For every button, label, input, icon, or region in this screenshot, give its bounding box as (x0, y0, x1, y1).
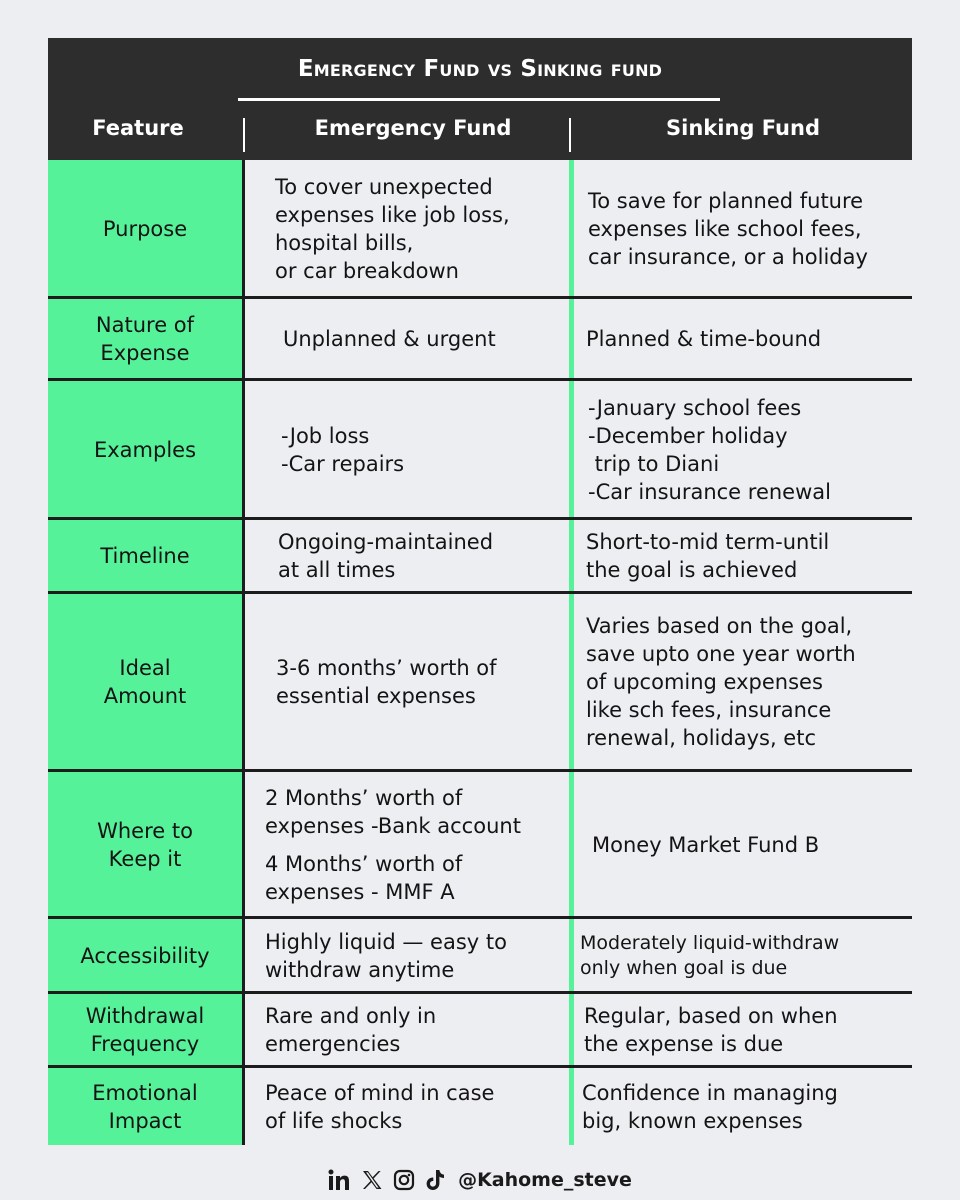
emergency-cell: 3-6 months’ worth of essential expenses (245, 594, 569, 770)
social-handle[interactable]: @Kahome_steve (458, 1169, 632, 1191)
table-header (48, 38, 912, 160)
feature-cell: Accessibility (48, 919, 245, 992)
sinking-cell: Confidence in managing big, known expenses (574, 1068, 912, 1145)
table-row-nature (48, 299, 912, 379)
table-row-purpose (48, 160, 912, 297)
table-row-withdrawal-frequency (48, 994, 912, 1066)
table-row-ideal-amount (48, 594, 912, 770)
emergency-cell: Highly liquid — easy to withdraw anytime (245, 919, 569, 992)
column-divider (243, 118, 245, 152)
emergency-cell: Ongoing-maintained at all times (245, 520, 569, 592)
tiktok-icon[interactable] (424, 1168, 448, 1192)
emergency-cell: Peace of mind in case of life shocks (245, 1068, 569, 1145)
page-title: Emergency Fund vs Sinking fund (297, 56, 663, 82)
sinking-cell: To save for planned future expenses like school fees, car insurance, or a holiday (574, 160, 912, 297)
x-icon[interactable] (360, 1168, 384, 1192)
column-header-sinking: Sinking Fund (666, 116, 820, 140)
emergency-cell: 2 Months’ worth of expenses -Bank account 4 Months’ worth of expenses - MMF A (245, 772, 569, 917)
social-footer (0, 1163, 960, 1197)
emergency-cell: -Job loss -Car repairs (245, 381, 569, 518)
feature-cell: Withdrawal Frequency (48, 994, 245, 1066)
feature-cell: Purpose (48, 160, 245, 297)
sinking-cell: Moderately liquid-withdraw only when goal is due (574, 919, 912, 992)
emergency-cell: Rare and only in emergencies (245, 994, 569, 1066)
table-row-examples (48, 381, 912, 518)
column-header-feature: Feature (92, 116, 184, 140)
table-row-accessibility (48, 919, 912, 992)
feature-cell: Examples (48, 381, 245, 518)
column-divider (569, 118, 571, 152)
table-row-where-to-keep (48, 772, 912, 917)
feature-cell: Nature of Expense (48, 299, 245, 379)
sinking-cell: Regular, based on when the expense is due (574, 994, 912, 1066)
feature-cell: Emotional Impact (48, 1068, 245, 1145)
sinking-cell: Planned & time-bound (574, 299, 912, 379)
feature-cell: Where to Keep it (48, 772, 245, 917)
sinking-cell: Short-to-mid term-until the goal is achieved (574, 520, 912, 592)
table-row-emotional-impact (48, 1068, 912, 1145)
comparison-card (48, 38, 912, 1145)
emergency-cell: Unplanned & urgent (245, 299, 569, 379)
feature-cell: Timeline (48, 520, 245, 592)
sinking-cell: Varies based on the goal, save upto one year worth of upcoming expenses like sch fees, insurance renewal, holidays, etc (574, 594, 912, 770)
sinking-cell: -January school fees -December holiday trip to Diani -Car insurance renewal (574, 381, 912, 518)
title-underline (238, 98, 720, 101)
column-header-emergency: Emergency Fund (314, 116, 512, 140)
table-row-timeline (48, 520, 912, 592)
emergency-cell: To cover unexpected expenses like job loss, hospital bills, or car breakdown (245, 160, 569, 297)
linkedin-icon[interactable] (328, 1168, 352, 1192)
feature-cell: Ideal Amount (48, 594, 245, 770)
sinking-cell: Money Market Fund B (574, 772, 912, 917)
instagram-icon[interactable] (392, 1168, 416, 1192)
